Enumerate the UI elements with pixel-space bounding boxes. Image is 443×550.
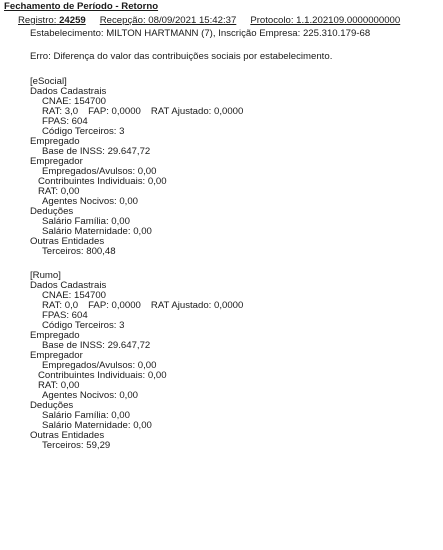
protocolo-text: Protocolo: 1.1.202109.0000000000 [250, 15, 401, 26]
rumo-fpas: FPAS: 604 [42, 310, 88, 321]
page-title: Fechamento de Período - Retorno [4, 1, 159, 12]
rumo-rat-ajustado: RAT Ajustado: 0,0000 [150, 300, 244, 311]
rumo-outras-entidades: Outras Entidades [30, 430, 105, 441]
esocial-section-label: [eSocial] [30, 76, 67, 87]
rumo-empregado: Empregado [30, 330, 80, 341]
esocial-contribuintes: Contribuintes Individuais: 0,00 [38, 176, 167, 187]
esocial-terceiros: Terceiros: 800,48 [42, 246, 116, 257]
rumo-agentes-nocivos: Agentes Nocivos: 0,00 [42, 390, 138, 401]
rumo-cnae: CNAE: 154700 [42, 290, 106, 301]
esocial-dados-cadastrais: Dados Cadastrais [30, 86, 107, 97]
rumo-salario-maternidade: Salário Maternidade: 0,00 [42, 420, 152, 431]
estabelecimento-text: Estabelecimento: MILTON HARTMANN (7), Inscrição Empresa: 225.310.179-68 [30, 28, 371, 39]
rumo-dados-cadastrais: Dados Cadastrais [30, 280, 107, 291]
rumo-codigo-terceiros: Código Terceiros: 3 [42, 320, 125, 331]
rumo-section-label: [Rumo] [30, 270, 61, 281]
esocial-rat: RAT: 3,0 [42, 106, 79, 117]
esocial-empregados-avulsos: Empregados/Avulsos: 0,00 [42, 166, 157, 177]
esocial-empregado: Empregado [30, 136, 80, 147]
esocial-base-inss: Base de INSS: 29.647,72 [42, 146, 151, 157]
esocial-fpas: FPAS: 604 [42, 116, 88, 127]
rumo-salario-familia: Salário Família: 0,00 [42, 410, 130, 421]
record-header [18, 16, 400, 26]
esocial-rat-valor: RAT: 0,00 [38, 186, 80, 197]
rumo-empregador: Empregador [30, 350, 83, 361]
esocial-salario-familia: Salário Família: 0,00 [42, 216, 130, 227]
rumo-base-inss: Base de INSS: 29.647,72 [42, 340, 151, 351]
esocial-empregador: Empregador [30, 156, 83, 167]
esocial-outras-entidades: Outras Entidades [30, 236, 105, 247]
registro-value: 24259 [59, 15, 86, 26]
erro-text: Erro: Diferença do valor das contribuições sociais por estabelecimento. [30, 51, 333, 62]
rumo-terceiros: Terceiros: 59,29 [42, 440, 111, 451]
esocial-rat-ajustado: RAT Ajustado: 0,0000 [150, 106, 244, 117]
rumo-fap: FAP: 0,0000 [88, 300, 141, 311]
rumo-rat-valor: RAT: 0,00 [38, 380, 80, 391]
esocial-agentes-nocivos: Agentes Nocivos: 0,00 [42, 196, 138, 207]
esocial-cnae: CNAE: 154700 [42, 96, 106, 107]
esocial-codigo-terceiros: Código Terceiros: 3 [42, 126, 125, 137]
rumo-deducoes: Deduções [30, 400, 74, 411]
rumo-rat: RAT: 0,0 [42, 300, 79, 311]
recepcao-text: Recepção: 08/09/2021 15:42:37 [99, 15, 237, 26]
esocial-deducoes: Deduções [30, 206, 74, 217]
rumo-contribuintes: Contribuintes Individuais: 0,00 [38, 370, 167, 381]
registro-label: Registro: [18, 15, 57, 26]
esocial-fap: FAP: 0,0000 [88, 106, 141, 117]
rumo-empregados-avulsos: Empregados/Avulsos: 0,00 [42, 360, 157, 371]
esocial-salario-maternidade: Salário Maternidade: 0,00 [42, 226, 152, 237]
